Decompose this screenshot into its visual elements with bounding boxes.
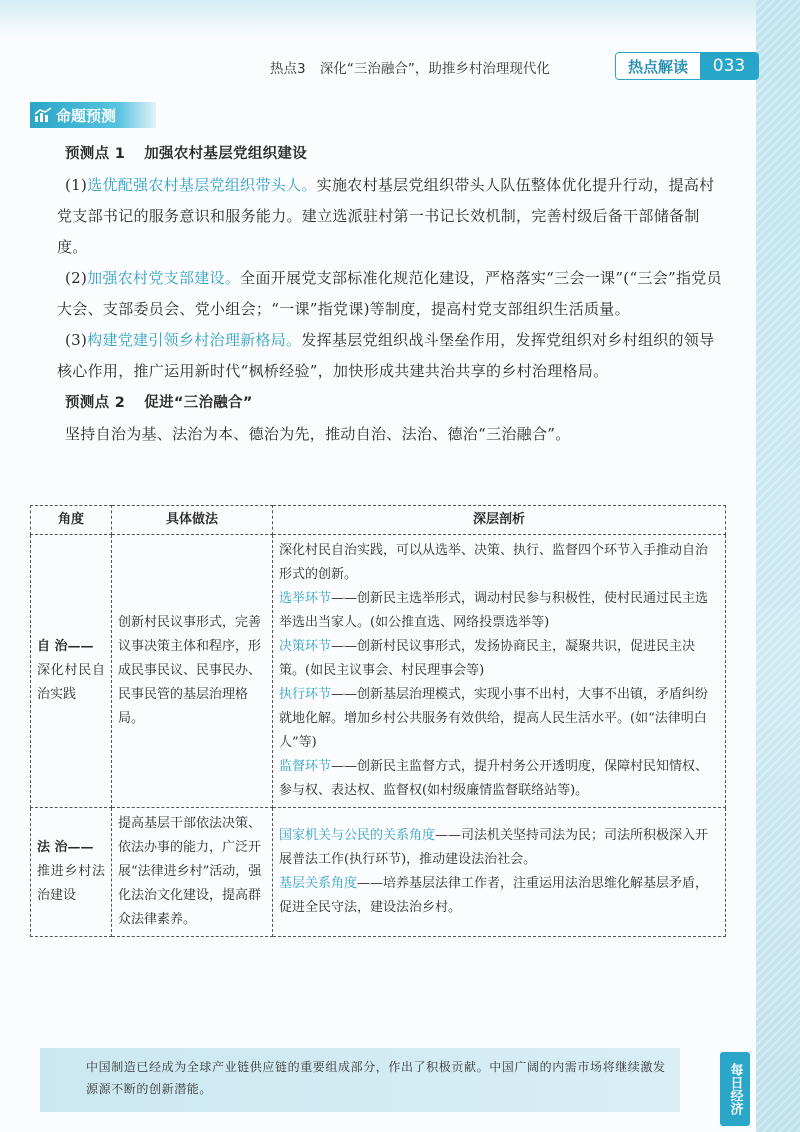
predict2-heading [57, 387, 727, 419]
predict1-item-2 [57, 263, 727, 325]
table-header-row [31, 506, 726, 535]
analysis-intro: 深化村民自治实践，可以从选举、决策、执行、监督四个环节入手推动自治形式的创新。 [279, 543, 709, 582]
predict1-item-1 [57, 170, 727, 263]
side-decoration-strip [756, 0, 800, 1132]
item-number: (2) [65, 269, 88, 287]
section-title: 命题预测 [56, 106, 117, 125]
analysis-key: 选举环节 [279, 591, 332, 606]
chart-trend-icon [30, 102, 56, 128]
analysis-text: ——创新民主监督方式，提升村务公开透明度，保障村民知情权、参与权、表达权、监督权(如村级廉情监督联络站等)。 [279, 759, 709, 798]
predict2-intro: 坚持自治为基、法治为本、德治为先，推动自治、法治、德治“三治融合”。 [65, 425, 571, 443]
analysis-item [279, 755, 719, 803]
column-header: 深层剖析 [273, 506, 726, 535]
method-cell: 提高基层干部依法决策、依法办事的能力，广泛开展“法律进乡村”活动，强化法治文化建设，提高群众法律素养。 [112, 808, 273, 937]
analysis-cell [273, 535, 726, 808]
method-cell: 创新村民议事形式，完善议事决策主体和程序，形成民事民议、民事民办、民事民管的基层治理格局。 [112, 535, 273, 808]
angle-cell [31, 535, 112, 808]
item-highlight: 加强农村党支部建设。 [87, 269, 241, 287]
analysis-key: 执行环节 [279, 687, 332, 702]
analysis-item [279, 635, 719, 683]
angle-main: 法 治—— [37, 840, 94, 855]
analysis-item [279, 587, 719, 635]
analysis-item [279, 683, 719, 755]
angle-cell [31, 808, 112, 937]
top-band [0, 0, 800, 40]
analysis-text: ——创新民主选举形式，调动村民参与积极性，使村民通过民主选举选出当家人。(如公推直选、网络投票选举等) [279, 591, 709, 630]
predict1-title: 加强农村基层党组织建设 [144, 146, 308, 162]
angle-sub: 推进乡村法治建设 [37, 864, 105, 903]
table-row [31, 808, 726, 937]
item-text: 全面开展党支部标准化规范化建设，严格落实“三会一课”(“三会”指党员大会、支部委员会、党小组会；“一课”指党课)等制度，提高村党支部组织生活质量。 [57, 269, 722, 318]
analysis-key: 决策环节 [279, 639, 332, 654]
angle-sub: 深化村民自治实践 [37, 663, 105, 702]
header-title: 深化“三治融合”，助推乡村治理现代化 [319, 61, 550, 77]
badge-label: 热点解读 [616, 53, 700, 79]
hotspot-number: 热点3 [270, 61, 306, 77]
analysis-text: ——创新基层治理模式，实现小事不出村，大事不出镇，矛盾纠纷就地化解。增加乡村公共服务有效供给，提高人民生活水平。(如“法律明白人”等) [279, 687, 709, 750]
analysis-text: ——培养基层法律工作者，注重运用法治思维化解基层矛盾，促进全民守法，建设法治乡村。 [279, 876, 709, 915]
predict1-heading [57, 138, 727, 170]
main-text [57, 138, 727, 450]
analysis-key: 国家机关与公民的关系角度 [279, 828, 436, 843]
analysis-key: 基层关系角度 [279, 876, 358, 891]
item-text: 实施农村基层党组织带头人队伍整体优化提升行动，提高村党支部书记的服务意识和服务能力。建立选派驻村第一书记长效机制，完善村级后备干部储备制度。 [57, 176, 715, 256]
item-highlight: 构建党建引领乡村治理新格局。 [87, 331, 302, 349]
item-number: (1) [65, 176, 88, 194]
footer-quote: 中国制造已经成为全球产业链供应链的重要组成部分，作出了积极贡献。中国广阔的内需市场将继续激发源源不断的创新潜能。 [40, 1048, 680, 1112]
analysis-item [279, 824, 719, 872]
analysis-key: 监督环节 [279, 759, 332, 774]
column-header: 角度 [31, 506, 112, 535]
table-row [31, 535, 726, 808]
section-tag [30, 102, 156, 128]
predict2-label: 预测点 2 [65, 395, 126, 411]
column-header: 具体做法 [112, 506, 273, 535]
analysis-cell [273, 808, 726, 937]
running-header [270, 57, 550, 77]
page-number: 033 [700, 53, 758, 79]
predict2-title: 促进“三治融合” [144, 395, 253, 411]
predict1-label: 预测点 1 [65, 146, 126, 162]
predict1-item-3 [57, 325, 727, 387]
footer-badge: 每日经济 [720, 1052, 750, 1126]
analysis-text: ——司法机关坚持司法为民；司法所积极深入开展普法工作(执行环节)，推动建设法治社会。 [279, 828, 709, 867]
item-text: 发挥基层党组织战斗堡垒作用，发挥党组织对乡村组织的领导核心作用，推广运用新时代“枫桥经验”，加快形成共建共治共享的乡村治理格局。 [57, 331, 715, 380]
analysis-table [30, 505, 726, 937]
item-highlight: 选优配强农村基层党组织带头人。 [87, 176, 317, 194]
section-badge [615, 52, 759, 80]
item-number: (3) [65, 331, 88, 349]
analysis-item [279, 872, 719, 920]
analysis-text: ——创新村民议事形式，发扬协商民主，凝聚共识，促进民主决策。(如民主议事会、村民理事会等) [279, 639, 696, 678]
angle-main: 自 治—— [37, 639, 94, 654]
